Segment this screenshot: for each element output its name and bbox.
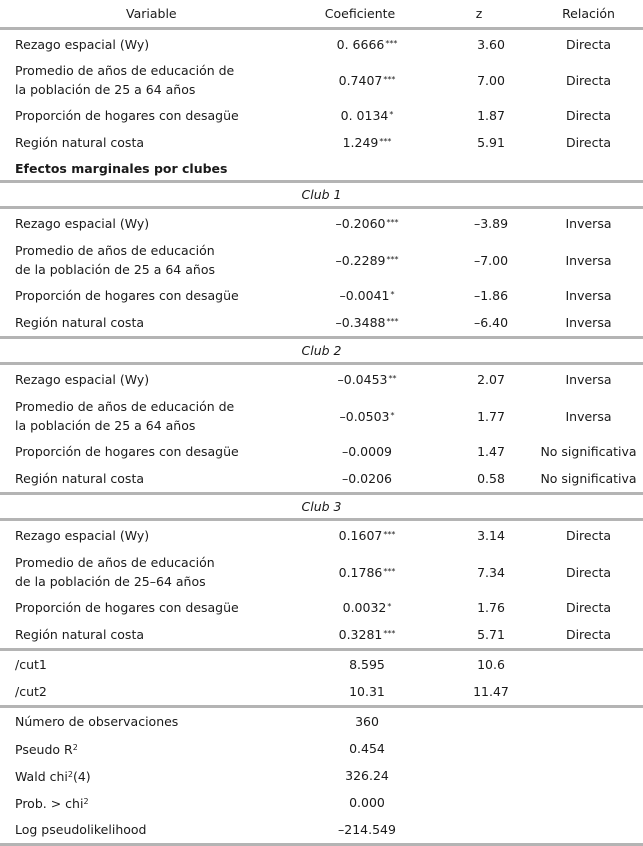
significance-stars: *** bbox=[385, 38, 398, 48]
coef-value: –0.0503 bbox=[339, 408, 390, 424]
stat-label bbox=[0, 738, 296, 759]
coef-value: 1.249 bbox=[342, 135, 379, 150]
coef-value: 0.7407 bbox=[338, 72, 383, 88]
z-cell: 11.47 bbox=[473, 684, 509, 699]
superscript: 2 bbox=[83, 797, 89, 806]
variable-cell bbox=[0, 553, 296, 591]
stat-value: 326.24 bbox=[345, 768, 389, 783]
significance-stars: *** bbox=[383, 74, 396, 84]
relacion-cell: Directa bbox=[565, 564, 612, 580]
variable-line: Promedio de años de educación de bbox=[15, 399, 235, 414]
coef-value: 0.1607 bbox=[338, 528, 383, 543]
z-cell: 2.07 bbox=[477, 372, 505, 387]
stat-label bbox=[0, 792, 296, 813]
z-cell: 5.91 bbox=[477, 135, 505, 150]
coef-cell bbox=[296, 565, 424, 580]
coef-cell bbox=[296, 627, 424, 642]
variable-line: Promedio de años de educación bbox=[15, 243, 215, 258]
header-variable: Variable bbox=[126, 6, 177, 21]
significance-stars: * bbox=[389, 110, 394, 119]
z-cell: –6.40 bbox=[473, 315, 509, 330]
header-coef: Coeficiente bbox=[324, 6, 396, 21]
club-name: Club 1 bbox=[301, 187, 342, 202]
relacion-cell: No significativa bbox=[540, 444, 637, 459]
coef-value: –0.0453 bbox=[337, 372, 388, 387]
significance-stars: *** bbox=[383, 629, 396, 638]
variable-cell: Región natural costa bbox=[15, 135, 145, 150]
coef-cell bbox=[296, 600, 424, 615]
variable-cell: Proporción de hogares con desagüe bbox=[15, 600, 239, 615]
coef-cell bbox=[296, 135, 424, 150]
table-header bbox=[0, 0, 643, 27]
header-z: z bbox=[475, 6, 483, 21]
significance-stars: *** bbox=[383, 530, 396, 539]
z-cell: –3.89 bbox=[473, 216, 509, 231]
z-cell: –1.86 bbox=[473, 288, 509, 303]
significance-stars: *** bbox=[386, 218, 399, 227]
coef-cell bbox=[296, 657, 424, 672]
coef-value: –0.2060 bbox=[335, 216, 386, 231]
z-cell: 0.58 bbox=[477, 471, 505, 486]
variable-cell: Región natural costa bbox=[15, 471, 145, 486]
variable-line: la población de 25 a 64 años bbox=[15, 418, 196, 433]
variable-cell bbox=[0, 61, 296, 99]
stats-row bbox=[0, 708, 643, 735]
relacion-cell: Inversa bbox=[565, 252, 612, 268]
club-heading bbox=[0, 339, 643, 362]
variable-cell: Región natural costa bbox=[15, 315, 145, 330]
header-relacion: Relación bbox=[562, 6, 615, 21]
stat-label-text: Pseudo R bbox=[15, 742, 73, 757]
coef-value: –0.0041 bbox=[339, 288, 390, 303]
coef-cell bbox=[296, 253, 424, 268]
z-cell: 1.77 bbox=[477, 408, 505, 424]
club-heading bbox=[0, 183, 643, 206]
club-name: Club 2 bbox=[301, 343, 342, 358]
table-row bbox=[0, 238, 643, 282]
coef-cell bbox=[296, 684, 424, 699]
coef-value: 0.1786 bbox=[338, 564, 383, 580]
table-row bbox=[0, 521, 643, 550]
table-row bbox=[0, 365, 643, 394]
variable-cell bbox=[0, 241, 296, 279]
coef-value: –0.0009 bbox=[342, 444, 392, 459]
relacion-cell: Directa bbox=[565, 36, 612, 52]
z-cell: 1.47 bbox=[477, 444, 505, 459]
significance-stars: *** bbox=[386, 317, 399, 326]
significance-stars: ** bbox=[388, 374, 397, 383]
variable-cell: Proporción de hogares con desagüe bbox=[15, 108, 239, 123]
relacion-cell: Inversa bbox=[565, 408, 612, 424]
significance-stars: *** bbox=[379, 137, 392, 146]
z-cell: 7.00 bbox=[477, 72, 505, 88]
table-row bbox=[0, 550, 643, 594]
significance-stars: * bbox=[390, 410, 395, 420]
coef-value: –0.3488 bbox=[335, 315, 386, 330]
variable-line: de la población de 25 a 64 años bbox=[15, 262, 215, 277]
z-cell: 10.6 bbox=[477, 657, 505, 672]
coef-cell bbox=[296, 315, 424, 330]
relacion-cell: Inversa bbox=[565, 288, 612, 303]
z-cell: 5.71 bbox=[477, 627, 505, 642]
coef-value: 10.31 bbox=[349, 684, 385, 699]
variable-line: Promedio de años de educación de bbox=[15, 63, 235, 78]
variable-cell: /cut1 bbox=[15, 657, 47, 672]
table-row bbox=[0, 282, 643, 309]
stat-label-text: Número de observaciones bbox=[15, 714, 179, 729]
superscript: 2 bbox=[72, 743, 78, 752]
coef-value: 0. 6666 bbox=[336, 36, 385, 52]
coef-cell bbox=[296, 216, 424, 231]
coef-cell bbox=[296, 73, 424, 88]
table-row bbox=[0, 129, 643, 156]
relacion-cell: Directa bbox=[565, 528, 612, 543]
variable-cell: Rezago espacial (Wy) bbox=[15, 528, 150, 543]
table-row bbox=[0, 678, 643, 705]
table-row bbox=[0, 102, 643, 129]
coef-cell bbox=[296, 37, 424, 52]
coef-cell bbox=[296, 409, 424, 424]
stat-value: 360 bbox=[355, 714, 379, 729]
relacion-cell: Directa bbox=[565, 108, 612, 123]
variable-cell: Proporción de hogares con desagüe bbox=[15, 444, 239, 459]
marginal-effects-title bbox=[0, 156, 643, 180]
stat-label-suffix: (4) bbox=[72, 769, 91, 784]
stat-label bbox=[0, 765, 296, 786]
significance-stars: *** bbox=[383, 566, 396, 576]
table-row bbox=[0, 465, 643, 492]
z-cell: 7.34 bbox=[477, 564, 505, 580]
relacion-cell: Directa bbox=[565, 627, 612, 642]
superscript: 2 bbox=[67, 770, 73, 779]
coef-cell bbox=[296, 528, 424, 543]
table-row bbox=[0, 438, 643, 465]
table-row bbox=[0, 209, 643, 238]
significance-stars: *** bbox=[386, 254, 399, 264]
stats-row bbox=[0, 816, 643, 843]
variable-cell: Región natural costa bbox=[15, 627, 145, 642]
coef-value: –0.2289 bbox=[335, 252, 386, 268]
coef-cell bbox=[296, 372, 424, 387]
stat-label-text: Log pseudolikelihood bbox=[15, 822, 147, 837]
stats-row bbox=[0, 789, 643, 816]
stat-label bbox=[0, 820, 296, 839]
coef-value: 0.3281 bbox=[338, 627, 383, 642]
variable-cell: Rezago espacial (Wy) bbox=[15, 216, 150, 231]
z-cell: 3.60 bbox=[477, 36, 505, 52]
table-row bbox=[0, 651, 643, 678]
stat-value: 0.000 bbox=[349, 795, 385, 810]
significance-stars: * bbox=[390, 290, 395, 299]
table-row bbox=[0, 394, 643, 438]
stat-label-text: Prob. > chi bbox=[15, 796, 84, 811]
stat-label-text: Wald chi bbox=[15, 769, 68, 784]
table-row bbox=[0, 621, 643, 648]
variable-cell bbox=[0, 397, 296, 435]
relacion-cell: Inversa bbox=[565, 372, 612, 387]
variable-line: de la población de 25–64 años bbox=[15, 574, 206, 589]
coef-cell bbox=[296, 444, 424, 459]
z-cell: –7.00 bbox=[473, 252, 509, 268]
coef-value: 8.595 bbox=[349, 657, 385, 672]
coef-value: –0.0206 bbox=[342, 471, 392, 486]
section-title: Efectos marginales por clubes bbox=[15, 160, 228, 176]
club-heading bbox=[0, 495, 643, 518]
relacion-cell: Inversa bbox=[565, 315, 612, 330]
table-body bbox=[0, 30, 643, 846]
table-row bbox=[0, 309, 643, 336]
significance-stars: * bbox=[387, 602, 392, 611]
variable-cell: Rezago espacial (Wy) bbox=[15, 36, 150, 52]
z-cell: 3.14 bbox=[477, 528, 505, 543]
table-row bbox=[0, 594, 643, 621]
coef-value: 0. 0134 bbox=[340, 108, 389, 123]
relacion-cell: Directa bbox=[565, 72, 612, 88]
coef-value: 0.0032 bbox=[342, 600, 387, 615]
stat-value: –214.549 bbox=[338, 822, 396, 837]
variable-cell: /cut2 bbox=[15, 684, 47, 699]
table-row bbox=[0, 30, 643, 58]
relacion-cell: Directa bbox=[565, 135, 612, 150]
club-name: Club 3 bbox=[301, 499, 342, 514]
stats-row bbox=[0, 735, 643, 762]
variable-cell: Proporción de hogares con desagüe bbox=[15, 288, 239, 303]
variable-line: Promedio de años de educación bbox=[15, 555, 215, 570]
relacion-cell: Inversa bbox=[565, 216, 612, 231]
z-cell: 1.87 bbox=[477, 108, 505, 123]
variable-line: la población de 25 a 64 años bbox=[15, 82, 196, 97]
relacion-cell: Directa bbox=[565, 600, 612, 615]
stats-row bbox=[0, 762, 643, 789]
relacion-cell: No significativa bbox=[540, 471, 637, 486]
variable-cell: Rezago espacial (Wy) bbox=[15, 372, 150, 387]
stat-label bbox=[0, 712, 296, 731]
table-row bbox=[0, 58, 643, 102]
coef-cell bbox=[296, 288, 424, 303]
coef-cell bbox=[296, 471, 424, 486]
coef-cell bbox=[296, 108, 424, 123]
z-cell: 1.76 bbox=[477, 600, 505, 615]
stat-value: 0.454 bbox=[349, 741, 385, 756]
